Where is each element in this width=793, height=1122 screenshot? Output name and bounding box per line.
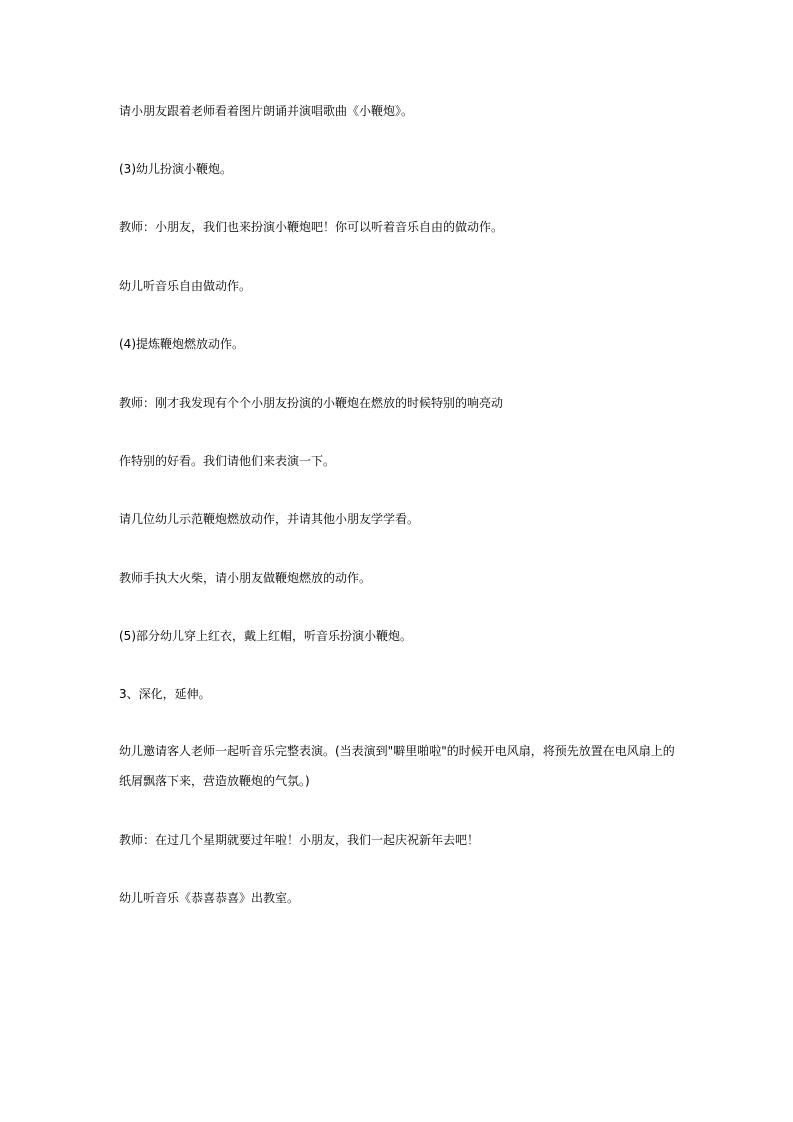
paragraph-7: 作特别的好看。我们请他们来表演一下。 [119,454,336,468]
paragraph-8: 请几位幼儿示范鞭炮燃放动作，并请其他小朋友学学看。 [119,512,420,526]
section-heading-3: 3、深化，延伸。 [119,687,211,701]
paragraph-14: 教师：在过几个星期就要过年啦！小朋友，我们一起庆祝新年去吧！ [119,833,480,847]
paragraph-2: (3)幼儿扮演小鞭炮。 [119,162,232,176]
paragraph-4: 幼儿听音乐自由做动作。 [119,279,252,293]
paragraph-13: 纸屑飘落下来，营造放鞭炮的气氛。) [119,774,310,788]
paragraph-1: 请小朋友跟着老师看着图片朗诵并演唱歌曲《小鞭炮》。 [119,104,414,118]
paragraph-5: (4)提炼鞭炮燃放动作。 [119,337,244,351]
paragraph-9: 教师手执大火柴，请小朋友做鞭炮燃放的动作。 [119,571,372,585]
paragraph-10: (5)部分幼儿穿上红衣，戴上红帽，听音乐扮演小鞭炮。 [119,629,413,643]
paragraph-6: 教师：刚才我发现有个个小朋友扮演的小鞭炮在燃放的时候特别的响亮动 [119,396,504,410]
paragraph-3: 教师：小朋友，我们也来扮演小鞭炮吧！你可以听着音乐自由的做动作。 [119,220,504,234]
paragraph-12: 幼儿邀请客人老师一起听音乐完整表演。(当表演到"噼里啪啦"的时候开电风扇，将预先放置在电风扇上的 [119,744,675,758]
paragraph-15: 幼儿听音乐《恭喜恭喜》出教室。 [119,891,300,905]
